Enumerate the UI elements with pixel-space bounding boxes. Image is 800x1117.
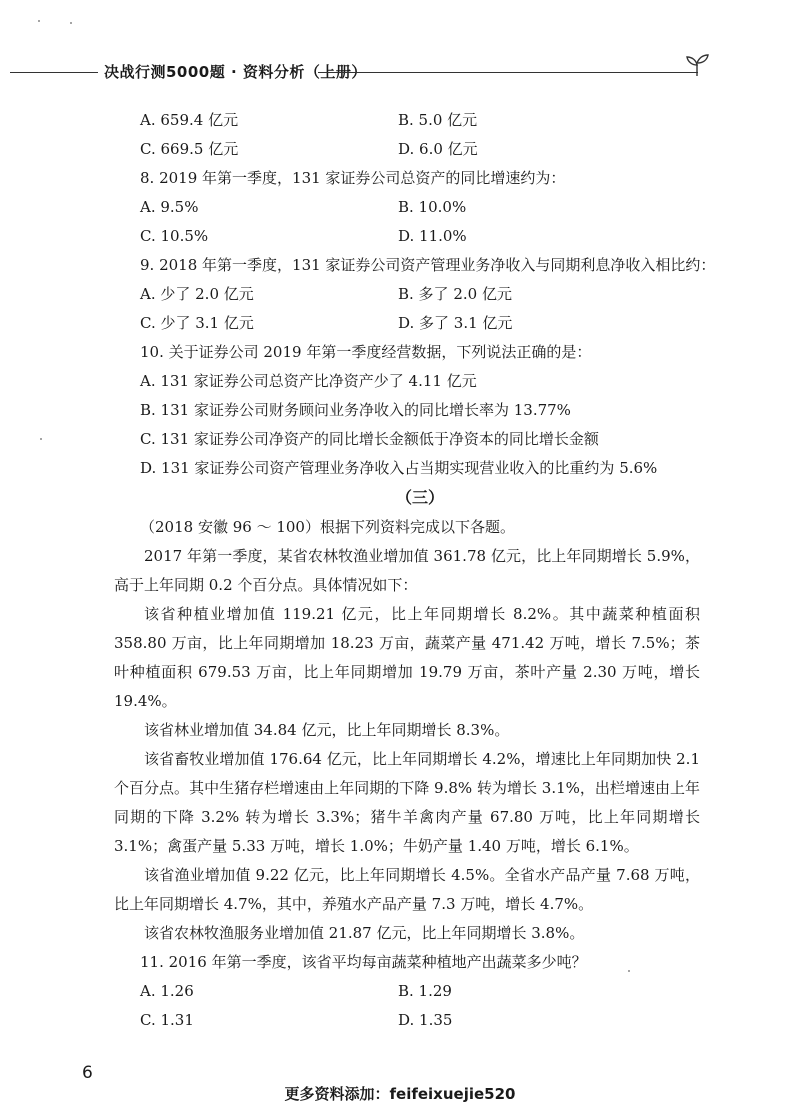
q7-option-b: B. 5.0 亿元 — [398, 111, 478, 129]
q11-options-row-2 — [140, 1006, 700, 1035]
header-rule-left — [10, 72, 98, 73]
header-rule-right — [318, 72, 698, 73]
q11-option-c: C. 1.31 — [140, 1011, 194, 1029]
q8-option-a: A. 9.5% — [140, 198, 199, 216]
q7-option-d: D. 6.0 亿元 — [398, 140, 478, 158]
q10-option-c: C. 131 家证券公司净资产的同比增长金额低于净资本的同比增长金额 — [140, 430, 599, 448]
q7-options-row-2 — [140, 135, 700, 164]
q9-options-row-1 — [140, 280, 700, 309]
section-title: （三） — [395, 488, 444, 507]
scan-speck — [70, 22, 72, 24]
q8-options-row-1 — [140, 193, 700, 222]
q10-option-b: B. 131 家证券公司财务顾问业务净收入的同比增长率为 13.77% — [140, 401, 571, 419]
q8-option-c: C. 10.5% — [140, 227, 209, 245]
q8-options-row-2 — [140, 222, 700, 251]
q9-option-a: A. 少了 2.0 亿元 — [140, 285, 254, 303]
paragraph-services: 该省农林牧渔服务业增加值 21.87 亿元，比上年同期增长 3.8%。 — [144, 924, 585, 942]
q11-options-row-1 — [140, 977, 700, 1006]
q7-option-c: C. 669.5 亿元 — [140, 140, 239, 158]
paragraph-overview: 2017 年第一季度，某省农林牧渔业增加值 361.78 亿元，比上年同期增长 5.9%，高于上年同期 0.2 个百分点。具体情况如下： — [114, 547, 700, 594]
q9-stem: 9. 2018 年第一季度，131 家证券公司资产管理业务净收入与同期利息净收入相比约： — [140, 256, 716, 274]
q11-stem: 11. 2016 年第一季度，该省平均每亩蔬菜种植地产出蔬菜多少吨？ — [140, 953, 587, 971]
section-intro: （2018 安徽 96 ～ 100）根据下列资料完成以下各题。 — [140, 518, 515, 536]
q8-stem: 8. 2019 年第一季度，131 家证券公司总资产的同比增速约为： — [140, 169, 566, 187]
paragraph-forestry: 该省林业增加值 34.84 亿元，比上年同期增长 8.3%。 — [144, 721, 510, 739]
q9-option-d: D. 多了 3.1 亿元 — [398, 314, 513, 332]
footer-note: 更多资料添加：feifeixuejie520 — [284, 1085, 516, 1103]
q7-option-a: A. 659.4 亿元 — [140, 111, 239, 129]
q11-option-d: D. 1.35 — [398, 1011, 453, 1029]
paragraph-fishery: 该省渔业增加值 9.22 亿元，比上年同期增长 4.5%。全省水产品产量 7.68 万吨，比上年同期增长 4.7%，其中，养殖水产品产量 7.3 万吨，增长 4.7%。 — [114, 866, 700, 913]
q9-options-row-2 — [140, 309, 700, 338]
page-header — [0, 52, 800, 92]
q9-option-b: B. 多了 2.0 亿元 — [398, 285, 512, 303]
header-title: 决战行测5000题 · 资料分析（上册） — [104, 63, 367, 81]
paragraph-planting: 该省种植业增加值 119.21 亿元，比上年同期增长 8.2%。其中蔬菜种植面积 358.80 万亩，比上年同期增加 18.23 万亩，蔬菜产量 471.42 万吨，增长 7.5%；茶叶种植面积 679.53 万亩，比上年同期增加 19.79 万亩，茶叶产量 2.30 万吨，增长 19.4%。 — [114, 605, 700, 710]
q10-option-a: A. 131 家证券公司总资产比净资产少了 4.11 亿元 — [140, 372, 477, 390]
q8-option-b: B. 10.0% — [398, 198, 467, 216]
scan-speck — [40, 438, 42, 440]
scan-speck — [628, 970, 630, 972]
q7-options-row-1 — [140, 106, 700, 135]
paragraph-livestock: 该省畜牧业增加值 176.64 亿元，比上年同期增长 4.2%，增速比上年同期加快 2.1 个百分点。其中生猪存栏增速由上年同期的下降 9.8% 转为增长 3.1%，出栏增速由上年同期的下降 3.2% 转为增长 3.3%；猪牛羊禽肉产量 67.80 万吨，比上年同期增长 3.1%；禽蛋产量 5.33 万吨，增长 1.0%；牛奶产量 1.40 万吨，增长 6.1%。 — [114, 750, 700, 855]
page-number: 6 — [82, 1063, 93, 1083]
q10-stem: 10. 关于证券公司 2019 年第一季度经营数据，下列说法正确的是： — [140, 343, 592, 361]
q11-option-a: A. 1.26 — [140, 982, 194, 1000]
page-content — [114, 106, 716, 1035]
sprout-icon — [684, 52, 710, 78]
q9-option-c: C. 少了 3.1 亿元 — [140, 314, 254, 332]
q10-option-d: D. 131 家证券公司资产管理业务净收入占当期实现营业收入的比重约为 5.6% — [140, 459, 658, 477]
q8-option-d: D. 11.0% — [398, 227, 467, 245]
scan-speck — [38, 20, 40, 22]
q11-option-b: B. 1.29 — [398, 982, 452, 1000]
